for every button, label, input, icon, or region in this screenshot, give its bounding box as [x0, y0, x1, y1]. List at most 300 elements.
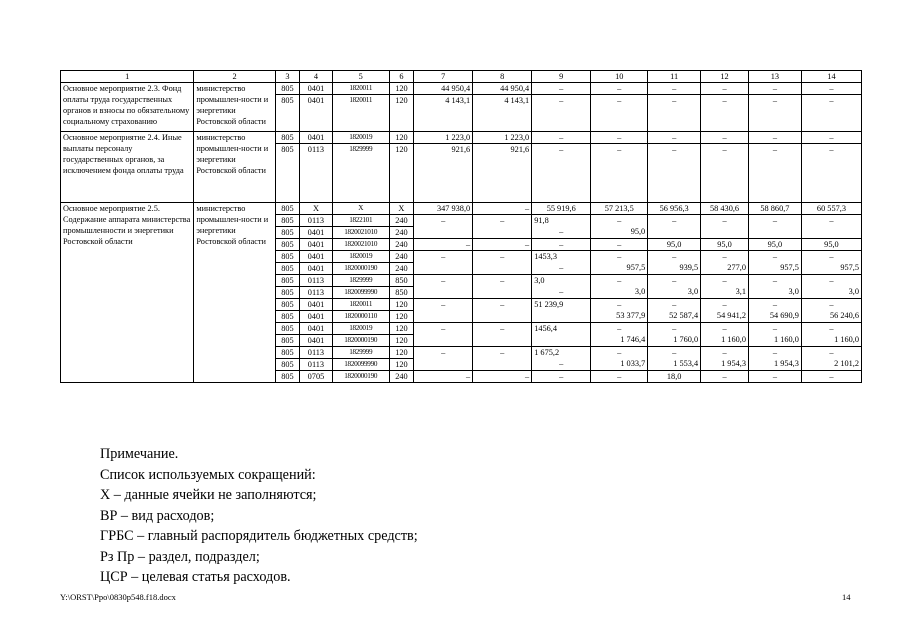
table-cell	[748, 347, 801, 371]
table-cell: 805	[275, 263, 299, 275]
table-cell: 240	[389, 215, 413, 227]
table-cell: 120	[389, 144, 413, 203]
table-cell: –	[648, 83, 701, 95]
table-cell	[648, 347, 701, 371]
measure-name: Основное мероприятие 2.4. Иные выплаты персоналу государственных органов, за исключением фонда оплаты труда	[61, 132, 194, 203]
table-cell: 1820019	[332, 132, 389, 144]
executor-name: министерство промышлен-ности и энергетики Ростовской области	[194, 83, 275, 132]
table-cell: –	[701, 83, 749, 95]
cell-value: –	[672, 252, 677, 261]
table-cell	[648, 215, 701, 239]
table-cell: 120	[389, 311, 413, 323]
cell-value: –	[617, 324, 622, 333]
table-cell	[648, 251, 701, 275]
table-cell: 0401	[300, 251, 333, 263]
table-cell	[801, 347, 861, 371]
table-cell	[701, 215, 749, 239]
table-cell	[648, 323, 701, 347]
table-cell: –	[414, 371, 473, 383]
table-cell: 1820019	[332, 251, 389, 263]
table-cell: 347 938,0	[414, 203, 473, 215]
executor-name: министерство промышлен-ности и энергетики Ростовской области	[194, 132, 275, 203]
table-cell: –	[701, 144, 749, 203]
table-cell: –	[414, 239, 473, 251]
cell-value	[532, 334, 590, 345]
header-cell: 8	[473, 71, 532, 83]
cell-value: –	[829, 300, 834, 309]
cell-value	[802, 226, 861, 237]
table-cell: 120	[389, 83, 413, 95]
table-cell: –	[532, 95, 591, 132]
table-cell: 0401	[300, 335, 333, 347]
table-cell	[532, 347, 591, 371]
cell-value: –	[672, 276, 677, 285]
table-cell: –	[648, 132, 701, 144]
table-cell: –	[473, 239, 532, 251]
cell-value: 277,0	[727, 263, 746, 272]
table-cell	[701, 251, 749, 275]
table-cell: –	[591, 132, 648, 144]
table-cell: –	[701, 371, 749, 383]
table-cell	[701, 347, 749, 371]
table-cell: 1820000190	[332, 263, 389, 275]
cell-value: 1 954,3	[774, 359, 799, 368]
header-cell: 10	[591, 71, 648, 83]
cell-value: –	[617, 216, 622, 225]
cell-value	[473, 334, 531, 345]
table-cell: –	[648, 144, 701, 203]
cell-value: –	[500, 252, 505, 261]
cell-value: –	[617, 300, 622, 309]
table-cell: –	[801, 132, 861, 144]
cell-value: 91,8	[534, 216, 549, 225]
note-line: Х – данные ячейки не заполняются;	[100, 487, 317, 503]
table-cell: 1829999	[332, 347, 389, 359]
table-cell	[701, 299, 749, 323]
cell-value: 2 101,2	[834, 359, 859, 368]
table-cell: 805	[275, 251, 299, 263]
table-cell: 56 956,3	[648, 203, 701, 215]
table-cell: –	[473, 203, 532, 215]
cell-value: –	[500, 216, 505, 225]
table-row	[61, 132, 862, 144]
table-cell: –	[801, 144, 861, 203]
table-cell: 120	[389, 299, 413, 311]
note-line: Рз Пр – раздел, подраздел;	[100, 548, 260, 565]
table-cell	[591, 347, 648, 371]
cell-value: –	[500, 324, 505, 333]
table-cell	[591, 251, 648, 275]
table-cell	[532, 251, 591, 275]
table-cell: –	[701, 95, 749, 132]
cell-value: 1 746,4	[620, 335, 646, 344]
cell-value: –	[772, 276, 777, 285]
cell-value: –	[772, 216, 777, 225]
cell-value: –	[441, 252, 446, 261]
table-cell: 805	[275, 239, 299, 251]
cell-value	[473, 310, 531, 321]
cell-value: –	[829, 276, 834, 285]
table-cell: 805	[275, 203, 299, 215]
cell-value: –	[772, 348, 777, 357]
cell-value: –	[829, 348, 834, 357]
table-cell: 0401	[300, 83, 333, 95]
table-cell: –	[701, 132, 749, 144]
table-cell	[801, 299, 861, 323]
cell-value: 939,5	[679, 263, 699, 272]
table-cell	[591, 275, 648, 299]
cell-value: 3,1	[735, 287, 746, 296]
header-cell: 6	[389, 71, 413, 83]
table-row	[61, 203, 862, 215]
cell-value: –	[617, 348, 622, 357]
table-cell: –	[591, 144, 648, 203]
note-line: ГРБС – главный распорядитель бюджетных средств;	[100, 528, 418, 544]
cell-value: 1456,4	[534, 324, 558, 333]
cell-value: 1 954,3	[721, 359, 746, 368]
table-cell: 850	[389, 275, 413, 287]
table-cell	[648, 275, 701, 299]
table-cell: 240	[389, 371, 413, 383]
table-cell	[591, 323, 648, 347]
table-cell: 1820000110	[332, 311, 389, 323]
cell-value: –	[722, 348, 727, 357]
cell-value: –	[441, 216, 446, 225]
table-cell: –	[801, 371, 861, 383]
cell-value: –	[672, 300, 677, 309]
table-cell: 120	[389, 95, 413, 132]
table-cell: 0113	[300, 347, 333, 359]
header-cell: 7	[414, 71, 473, 83]
table-cell: –	[591, 95, 648, 132]
table-cell: 1 223,0	[414, 132, 473, 144]
cell-value: –	[617, 252, 622, 261]
cell-value: –	[559, 227, 564, 236]
cell-value: –	[722, 276, 727, 285]
table-cell: 805	[275, 299, 299, 311]
cell-value	[749, 226, 801, 237]
cell-value: 53 377,9	[616, 311, 646, 320]
table-cell: 805	[275, 144, 299, 203]
table-cell: 120	[389, 132, 413, 144]
table-cell: 921,6	[473, 144, 532, 203]
table-cell: 240	[389, 263, 413, 275]
table-cell: –	[748, 132, 801, 144]
cell-value: 52 587,4	[669, 311, 699, 320]
note-title: Примечание.	[100, 446, 179, 462]
cell-value	[414, 286, 472, 297]
cell-value	[414, 358, 472, 369]
table-cell	[414, 323, 473, 347]
table-cell: 0401	[300, 132, 333, 144]
table-cell: 1 223,0	[473, 132, 532, 144]
cell-value: 51 239,9	[534, 300, 564, 309]
table-cell: –	[532, 239, 591, 251]
cell-value: –	[441, 276, 446, 285]
measure-name: Основное мероприятие 2.5. Содержание аппарата министерства промышленности и энергетики Ростовской области	[61, 203, 194, 383]
cell-value: 1 160,0	[834, 335, 859, 344]
cell-value: –	[559, 287, 564, 296]
table-cell: 805	[275, 335, 299, 347]
cell-value: –	[772, 252, 777, 261]
table-cell	[473, 299, 532, 323]
cell-value: 1 033,7	[620, 359, 646, 368]
header-row	[61, 71, 862, 83]
cell-value: 957,5	[840, 263, 859, 272]
table-cell	[801, 275, 861, 299]
table-cell	[473, 323, 532, 347]
table-cell: 0401	[300, 95, 333, 132]
table-cell: 18,0	[648, 371, 701, 383]
table-cell: 1820011	[332, 95, 389, 132]
table-cell: 44 950,4	[414, 83, 473, 95]
table-cell	[414, 251, 473, 275]
table-row	[61, 83, 862, 95]
cell-value	[414, 262, 472, 273]
table-cell: 95,0	[701, 239, 749, 251]
cell-value: –	[829, 324, 834, 333]
cell-value: 957,5	[626, 263, 646, 272]
cell-value: 1 160,0	[774, 335, 799, 344]
cell-value: –	[672, 348, 677, 357]
table-cell: –	[648, 95, 701, 132]
table-cell: 1820000190	[332, 335, 389, 347]
table-cell: 805	[275, 275, 299, 287]
cell-value: –	[722, 324, 727, 333]
cell-value: –	[829, 216, 834, 225]
table-cell: 240	[389, 239, 413, 251]
cell-value: –	[441, 324, 446, 333]
table-cell	[748, 275, 801, 299]
table-cell: 1820021010	[332, 239, 389, 251]
cell-value: 56 240,6	[829, 311, 859, 320]
table-cell: 120	[389, 335, 413, 347]
table-cell: 0401	[300, 263, 333, 275]
table-cell: –	[532, 132, 591, 144]
cell-value: 1453,3	[534, 252, 558, 261]
cell-value: –	[559, 263, 564, 272]
header-cell: 5	[332, 71, 389, 83]
cell-value: –	[500, 348, 505, 357]
table-cell	[748, 299, 801, 323]
cell-value: –	[617, 276, 622, 285]
table-cell: 921,6	[414, 144, 473, 203]
table-cell: 1829999	[332, 144, 389, 203]
table-cell: 805	[275, 311, 299, 323]
table-cell: 0705	[300, 371, 333, 383]
cell-value	[701, 226, 748, 237]
budget-table	[60, 70, 862, 383]
header-cell: 3	[275, 71, 299, 83]
cell-value: 957,5	[780, 263, 799, 272]
table-cell: 0401	[300, 239, 333, 251]
cell-value: –	[772, 324, 777, 333]
cell-value: –	[722, 216, 727, 225]
table-cell: 1820011	[332, 299, 389, 311]
header-cell: 13	[748, 71, 801, 83]
header-cell: 12	[701, 71, 749, 83]
page-number: 14	[842, 592, 851, 602]
table-cell: 95,0	[648, 239, 701, 251]
table-cell	[473, 251, 532, 275]
table-cell: 57 213,5	[591, 203, 648, 215]
table-cell	[801, 251, 861, 275]
table-cell: 55 919,6	[532, 203, 591, 215]
cell-value: 3,0	[848, 287, 859, 296]
table-cell: –	[591, 371, 648, 383]
notes-block	[100, 444, 418, 588]
table-cell: 1820021010	[332, 227, 389, 239]
table-cell: 805	[275, 287, 299, 299]
table-cell: 1820099990	[332, 359, 389, 371]
header-cell: 1	[61, 71, 194, 83]
table-cell	[748, 215, 801, 239]
cell-value: –	[722, 300, 727, 309]
table-cell: 240	[389, 251, 413, 263]
cell-value: 95,0	[630, 227, 646, 236]
table-cell: 0401	[300, 299, 333, 311]
table-cell: 120	[389, 359, 413, 371]
table-cell: 805	[275, 215, 299, 227]
file-path: Y:\ORST\Ppo\0830p548.f18.docx	[60, 592, 176, 602]
table-cell: 805	[275, 359, 299, 371]
table-cell: 58 860,7	[748, 203, 801, 215]
cell-value: 1 675,2	[534, 348, 560, 357]
table-cell	[591, 299, 648, 323]
table-cell: 1820000190	[332, 371, 389, 383]
cell-value	[648, 226, 700, 237]
table-cell: –	[532, 83, 591, 95]
table-cell	[801, 323, 861, 347]
table-cell	[801, 215, 861, 239]
table-cell: 240	[389, 227, 413, 239]
cell-value: 3,0	[788, 287, 799, 296]
cell-value: –	[441, 300, 446, 309]
table-cell: 850	[389, 287, 413, 299]
table-cell: X	[332, 203, 389, 215]
table-cell: 0113	[300, 359, 333, 371]
table-cell: –	[591, 83, 648, 95]
table-cell: 805	[275, 323, 299, 335]
table-cell	[414, 275, 473, 299]
table-cell: –	[801, 83, 861, 95]
cell-value: 1 760,0	[673, 335, 699, 344]
table-cell	[414, 347, 473, 371]
table-cell	[473, 347, 532, 371]
table-cell: X	[300, 203, 333, 215]
cell-value	[414, 334, 472, 345]
table-cell: 1820019	[332, 323, 389, 335]
table-cell	[701, 275, 749, 299]
cell-value: –	[672, 216, 677, 225]
table-cell: 805	[275, 371, 299, 383]
table-cell: 0113	[300, 275, 333, 287]
cell-value: –	[441, 348, 446, 357]
table-cell: 95,0	[801, 239, 861, 251]
table-cell: 0113	[300, 287, 333, 299]
table-cell: 4 143,1	[473, 95, 532, 132]
header-cell: 11	[648, 71, 701, 83]
table-cell: 805	[275, 132, 299, 144]
cell-value	[473, 226, 531, 237]
table-cell	[473, 275, 532, 299]
table-cell	[473, 215, 532, 239]
table-cell: 0113	[300, 215, 333, 227]
cell-value: 54 690,9	[769, 311, 799, 320]
table-cell: –	[473, 371, 532, 383]
measure-name: Основное мероприятие 2.3. Фонд оплаты труда государственных органов и взносы по обязательному социальному страхованию	[61, 83, 194, 132]
table-cell	[748, 323, 801, 347]
table-cell	[748, 251, 801, 275]
cell-value	[414, 226, 472, 237]
table-cell: –	[748, 95, 801, 132]
table-cell: 58 430,6	[701, 203, 749, 215]
cell-value	[473, 358, 531, 369]
table-cell: 805	[275, 83, 299, 95]
table-cell	[532, 323, 591, 347]
table-cell: –	[801, 95, 861, 132]
cell-value	[532, 310, 590, 321]
header-cell: 14	[801, 71, 861, 83]
cell-value: –	[500, 276, 505, 285]
table-cell: 805	[275, 227, 299, 239]
table-cell: 0401	[300, 311, 333, 323]
table-cell: –	[748, 83, 801, 95]
table-cell: 1822101	[332, 215, 389, 227]
table-cell	[414, 299, 473, 323]
table-cell	[414, 215, 473, 239]
note-abbrev-heading: Список используемых сокращений:	[100, 466, 316, 483]
cell-value: 1 553,4	[673, 359, 699, 368]
table-cell: X	[389, 203, 413, 215]
header-cell: 4	[300, 71, 333, 83]
note-line: ВР – вид расходов;	[100, 507, 215, 524]
table-cell: –	[748, 371, 801, 383]
table-cell	[701, 323, 749, 347]
table-cell: 0401	[300, 323, 333, 335]
table-cell: 1820099990	[332, 287, 389, 299]
table-cell: –	[591, 239, 648, 251]
table-cell: 1820011	[332, 83, 389, 95]
note-line: ЦСР – целевая статья расходов.	[100, 569, 291, 585]
table-cell	[532, 215, 591, 239]
table-cell	[532, 299, 591, 323]
cell-value	[414, 310, 472, 321]
table-cell: 60 557,3	[801, 203, 861, 215]
cell-value: 3,0	[687, 287, 699, 296]
executor-name: министерство промышлен-ности и энергетики Ростовской области	[194, 203, 275, 383]
table-cell	[591, 215, 648, 239]
table-cell: 120	[389, 323, 413, 335]
table-cell: 805	[275, 347, 299, 359]
table-cell: 44 950,4	[473, 83, 532, 95]
cell-value: 1 160,0	[721, 335, 746, 344]
table-cell: 0401	[300, 227, 333, 239]
cell-value	[473, 286, 531, 297]
cell-value: 3,0	[534, 276, 545, 285]
cell-value: –	[500, 300, 505, 309]
table-cell: 120	[389, 347, 413, 359]
table-cell	[532, 275, 591, 299]
cell-value: –	[672, 324, 677, 333]
cell-value: –	[772, 300, 777, 309]
cell-value: 54 941,2	[716, 311, 746, 320]
table-cell: 4 143,1	[414, 95, 473, 132]
cell-value: –	[829, 252, 834, 261]
table-cell	[648, 299, 701, 323]
cell-value: –	[559, 359, 564, 368]
table-cell: 0113	[300, 144, 333, 203]
